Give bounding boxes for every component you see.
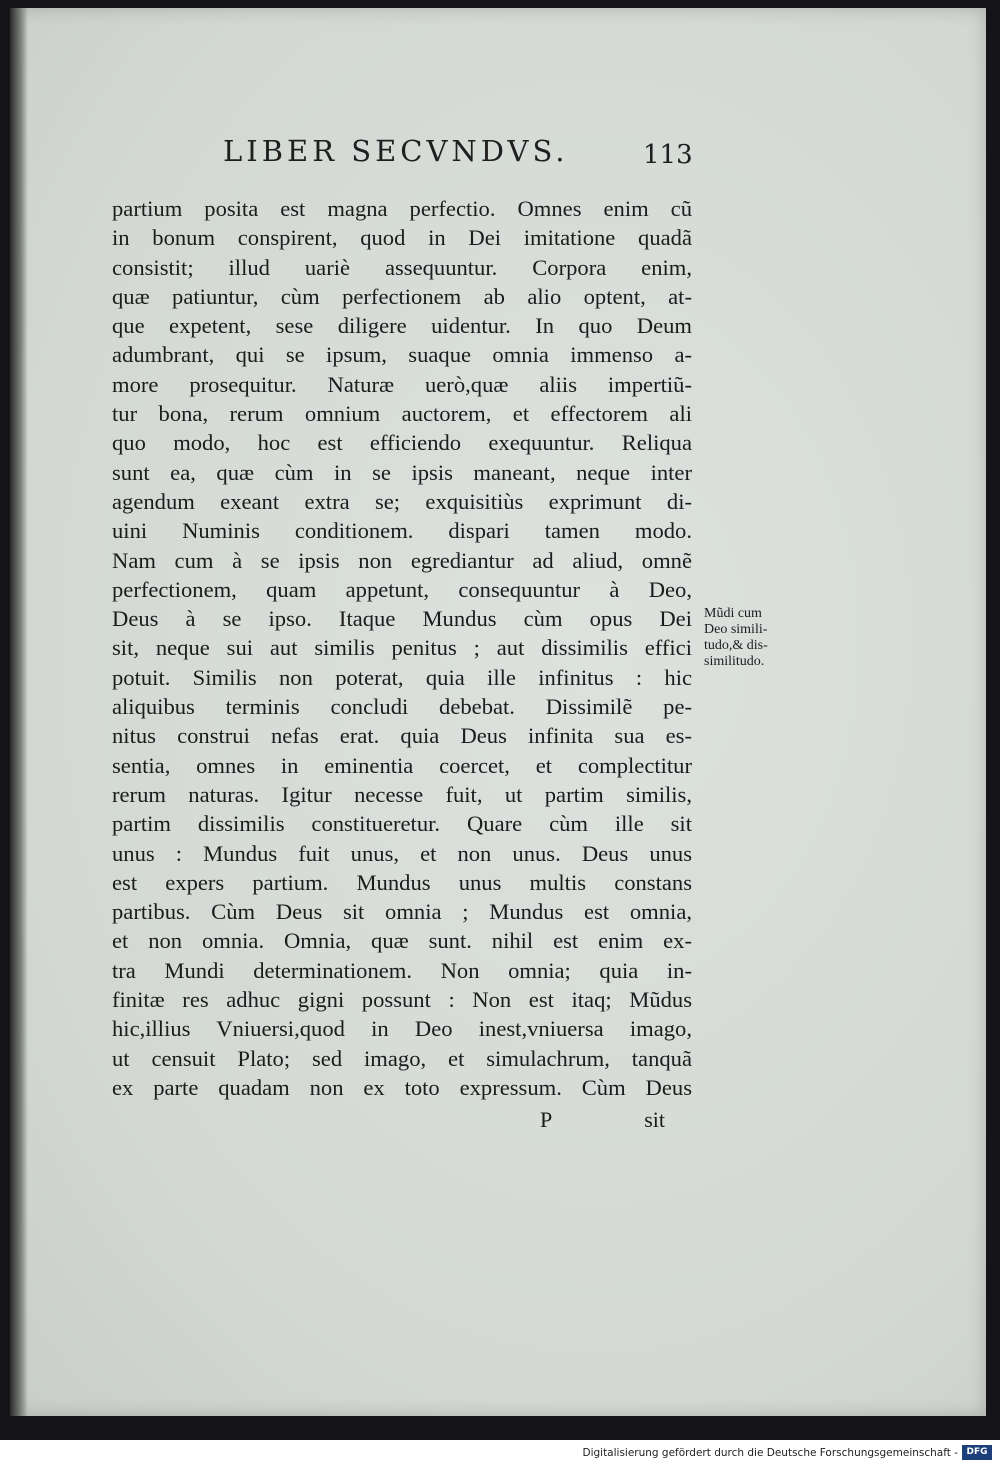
text-line: adumbrant, qui se ipsum, suaque omnia immenso a- [112, 342, 692, 368]
footer-bar [0, 1440, 1000, 1467]
text-line: partibus. Cùm Deus sit omnia ; Mundus est omnia, [112, 899, 692, 925]
page-number: 113 [643, 140, 693, 170]
page-header [195, 134, 695, 178]
marginal-note [704, 606, 798, 670]
text-line: et non omnia. Omnia, quæ sunt. nihil est enim ex- [112, 928, 692, 954]
marginal-note-line: similitudo. [704, 654, 765, 669]
text-line: est expers partium. Mundus unus multis constans [112, 869, 692, 895]
text-line: more prosequitur. Naturæ uerò,quæ aliis impertiũ- [112, 371, 692, 397]
running-title: LIBER SECVNDVS. [223, 134, 569, 168]
text-line: rerum naturas. Igitur necesse fuit, ut partim similis, [112, 781, 692, 807]
catchword: sit [644, 1107, 665, 1132]
text-line: sunt ea, quæ cùm in se ipsis maneant, neque inter [112, 459, 692, 485]
text-line: uini Numinis conditionem. dispari tamen modo. [112, 518, 692, 544]
text-line: Deus à se ipso. Itaque Mundus cùm opus Dei [112, 606, 692, 632]
text-line: quæ patiuntur, cùm perfectionem ab alio optent, at- [112, 283, 692, 309]
marginal-note-line: Mũdi cum [704, 606, 762, 621]
text-line: perfectionem, quam appetunt, consequuntur à Deo, [112, 576, 692, 602]
text-line: quo modo, hoc est efficiendo exequuntur. Reliqua [112, 430, 692, 456]
text-line: agendum exeant extra se; exquisitiùs exprimunt di- [112, 488, 692, 514]
text-line: sentia, omnes in eminentia coercet, et complectitur [112, 752, 692, 778]
marginal-note-line: Deo simili- [704, 622, 768, 637]
text-line: sit, neque sui aut similis penitus ; aut dissimilis effici [112, 635, 692, 661]
text-line: tur bona, rerum omnium auctorem, et effectorem ali [112, 401, 692, 427]
text-line: finitæ res adhuc gigni possunt : Non est itaq; Mũdus [112, 987, 692, 1013]
signature-mark: P [540, 1107, 553, 1132]
text-line: unus : Mundus fuit unus, et non unus. Deus unus [112, 840, 692, 866]
text-line: nitus construi nefas erat. quia Deus infinita sua es- [112, 723, 692, 749]
text-line: potuit. Similis non poterat, quia ille infinitus : hic [112, 664, 692, 690]
dfg-logo: DFG [962, 1445, 992, 1460]
text-line: que expetent, sese diligere uidentur. In quo Deum [112, 313, 692, 339]
text-line: Nam cum à se ipsis non egrediantur ad aliud, omnẽ [112, 547, 692, 573]
text-line: partim dissimilis constitueretur. Quare cùm ille sit [112, 811, 692, 837]
text-line: ut censuit Plato; sed imago, et simulachrum, tanquã [112, 1045, 692, 1071]
text-line: in bonum conspirent, quod in Dei imitatione quadã [112, 225, 692, 251]
page-gutter-shadow [10, 8, 28, 1416]
marginal-note-line: tudo,& dis- [704, 638, 768, 653]
text-line: aliquibus terminis concludi debebat. Dissimilẽ pe- [112, 694, 692, 720]
text-line: consistit; illud uariè assequuntur. Corpora enim, [112, 254, 692, 280]
funding-credit: Digitalisierung gefördert durch die Deutsche Forschungsgemeinschaft - [582, 1447, 958, 1459]
text-line: hic,illius Vniuersi,quod in Deo inest,vniuersa imago, [112, 1016, 692, 1042]
text-line: partium posita est magna perfectio. Omnes enim cũ [112, 196, 692, 221]
text-line: tra Mundi determinationem. Non omnia; quia in- [112, 957, 692, 983]
body-text [112, 194, 692, 1102]
text-line: ex parte quadam non ex toto expressum. Cùm Deus [112, 1074, 692, 1100]
